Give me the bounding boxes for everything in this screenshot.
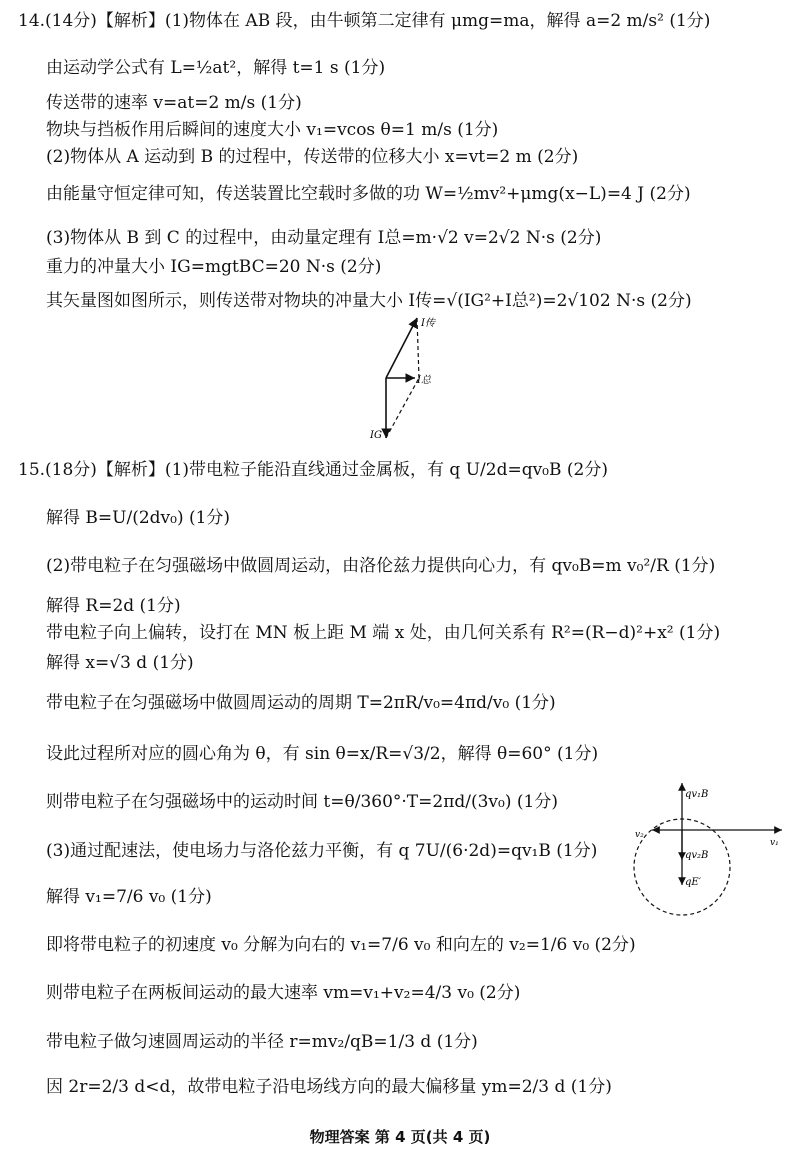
text-line: 设此过程所对应的圆心角为 θ，有 sin θ=x/R=√3/2，解得 θ=60° (1分) bbox=[46, 744, 599, 764]
text-line: 解得 B=U/(2dv₀) (1分) bbox=[46, 508, 231, 528]
label-v2: v₂ bbox=[635, 830, 644, 840]
label-qv2b: qv₂B bbox=[685, 850, 709, 861]
label-v1: v₁ bbox=[770, 838, 779, 848]
label-i-chuan: I传 bbox=[421, 318, 435, 329]
text-line: 由运动学公式有 L=½at²，解得 t=1 s (1分) bbox=[46, 58, 386, 78]
text-line: 解得 v₁=7/6 v₀ (1分) bbox=[46, 887, 212, 907]
text-line: 传送带的速率 v=at=2 m/s (1分) bbox=[46, 93, 302, 113]
text-line: 15.(18分)【解析】(1)带电粒子能沿直线通过金属板，有 q U/2d=qv₀B (2分) bbox=[18, 460, 608, 480]
text-line: 其矢量图如图所示，则传送带对物块的冲量大小 I传=√(IG²+I总²)=2√102 N·s (2分) bbox=[46, 291, 692, 311]
label-qe: qE′ bbox=[685, 877, 701, 888]
text-line: 由能量守恒定律可知，传送装置比空载时多做的功 W=½mv²+μmg(x−L)=4 J (2分) bbox=[46, 184, 691, 204]
text-line: (2)物体从 A 运动到 B 的过程中，传送带的位移大小 x=vt=2 m (2分) bbox=[46, 147, 579, 167]
page-footer: 物理答案 第 4 页(共 4 页) bbox=[309, 1128, 491, 1146]
label-i-g: IG bbox=[370, 430, 382, 441]
text-line: 物块与挡板作用后瞬间的速度大小 v₁=vcos θ=1 m/s (1分) bbox=[46, 120, 499, 140]
impulse-vector-diagram bbox=[355, 310, 445, 445]
dashed-line bbox=[386, 378, 419, 438]
text-line: 即将带电粒子的初速度 v₀ 分解为向右的 v₁=7/6 v₀ 和向左的 v₂=1/6 v₀ (2分) bbox=[46, 935, 636, 955]
dashed-line bbox=[417, 318, 419, 378]
text-line: 带电粒子向上偏转，设打在 MN 板上距 M 端 x 处，由几何关系有 R²=(R−d)²+x² (1分) bbox=[46, 623, 721, 643]
text-line: 因 2r=2/3 d<d，故带电粒子沿电场线方向的最大偏移量 ym=2/3 d (1分) bbox=[46, 1077, 612, 1097]
text-line: (3)物体从 B 到 C 的过程中，由动量定理有 I总=m·√2 v=2√2 N·s (2分) bbox=[46, 228, 602, 248]
label-i-zong: I总 bbox=[417, 375, 431, 386]
text-line: (3)通过配速法，使电场力与洛伦兹力平衡，有 q 7U/(6·2d)=qv₁B (1分) bbox=[46, 841, 598, 861]
text-line: 解得 R=2d (1分) bbox=[46, 596, 181, 616]
text-line: 14.(14分)【解析】(1)物体在 AB 段，由牛顿第二定律有 μmg=ma，解得 a=2 m/s² (1分) bbox=[18, 11, 711, 31]
label-qv1b: qv₁B bbox=[685, 789, 709, 800]
text-line: (2)带电粒子在匀强磁场中做圆周运动，由洛伦兹力提供向心力，有 qv₀B=m v₀²/R (1分) bbox=[46, 556, 716, 576]
text-line: 解得 x=√3 d (1分) bbox=[46, 653, 194, 673]
text-line: 则带电粒子在两板间运动的最大速率 vm=v₁+v₂=4/3 v₀ (2分) bbox=[46, 983, 521, 1003]
text-line: 带电粒子在匀强磁场中做圆周运动的周期 T=2πR/v₀=4πd/v₀ (1分) bbox=[46, 693, 556, 713]
i-chuan-arrow bbox=[386, 318, 417, 378]
text-line: 则带电粒子在匀强磁场中的运动时间 t=θ/360°·T=2πd/(3v₀) (1分) bbox=[46, 792, 558, 812]
text-line: 带电粒子做匀速圆周运动的半径 r=mv₂/qB=1/3 d (1分) bbox=[46, 1032, 478, 1052]
velocity-decomposition-diagram bbox=[630, 775, 790, 925]
text-line: 重力的冲量大小 IG=mgtBC=20 N·s (2分) bbox=[46, 257, 382, 277]
